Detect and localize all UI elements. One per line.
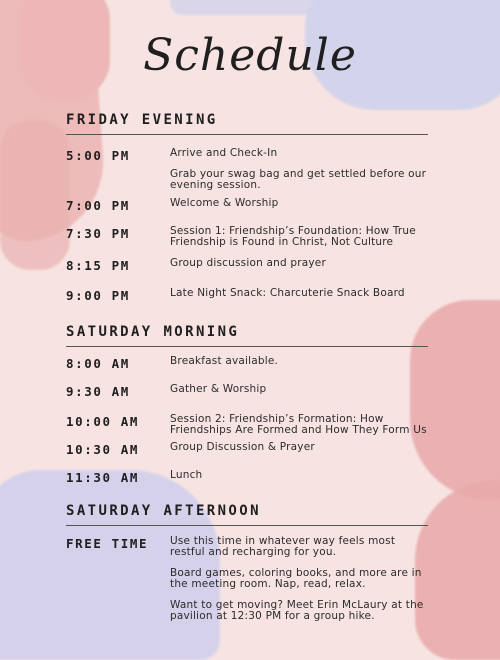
event-title: Breakfast available. — [170, 355, 279, 367]
event-title: Lunch — [170, 469, 203, 481]
event-description — [170, 356, 432, 377]
event-description — [170, 470, 432, 491]
event-detail: Grab your swag bag and get settled before our evening session. — [170, 168, 427, 191]
pink-paint-blob — [0, 120, 70, 270]
event-description — [170, 536, 432, 632]
event-title: Group discussion and prayer — [170, 257, 326, 269]
section-heading: FRIDAY EVENING — [66, 112, 428, 135]
page-title: Schedule — [143, 30, 357, 81]
event-title: Arrive and Check-In — [170, 147, 278, 159]
time-label: 5:00 PM — [66, 148, 130, 163]
time-label: 7:00 PM — [66, 198, 130, 213]
time-label: 11:30 AM — [66, 470, 140, 485]
section-heading: SATURDAY MORNING — [66, 324, 428, 347]
time-label: 9:30 AM — [66, 384, 130, 399]
event-title: Late Night Snack: Charcuterie Snack Board — [170, 287, 405, 299]
section-saturday-morning — [66, 324, 428, 347]
time-label: 8:00 AM — [66, 356, 130, 371]
event-detail: Use this time in whatever way feels most restful and recharging for you. — [170, 535, 396, 558]
event-detail: Want to get moving? Meet Erin McLaury at the pavilion at 12:30 PM for a group hike. — [170, 599, 424, 622]
event-detail: Board games, coloring books, and more are in the meeting room. Nap, read, relax. — [170, 567, 422, 590]
time-label: 10:00 AM — [66, 414, 140, 429]
event-description — [170, 226, 432, 258]
event-description — [170, 258, 432, 279]
event-title: Session 2: Friendship’s Formation: How Friendships Are Formed and How They Form Us — [170, 413, 427, 436]
section-heading: SATURDAY AFTERNOON — [66, 503, 428, 526]
event-title: Session 1: Friendship’s Foundation: How True Friendship is Found in Christ, Not Culture — [170, 225, 416, 248]
time-label: FREE TIME — [66, 536, 149, 551]
event-title: Welcome & Worship — [170, 197, 279, 209]
time-label: 10:30 AM — [66, 442, 140, 457]
event-title: Gather & Worship — [170, 383, 267, 395]
event-description — [170, 442, 432, 463]
event-description — [170, 198, 432, 219]
event-title: Group Discussion & Prayer — [170, 441, 315, 453]
section-saturday-afternoon — [66, 503, 428, 526]
section-friday-evening — [66, 112, 428, 135]
event-description — [170, 384, 432, 405]
time-label: 8:15 PM — [66, 258, 130, 273]
event-description — [170, 148, 432, 201]
event-description — [170, 288, 432, 309]
time-label: 9:00 PM — [66, 288, 130, 303]
time-label: 7:30 PM — [66, 226, 130, 241]
